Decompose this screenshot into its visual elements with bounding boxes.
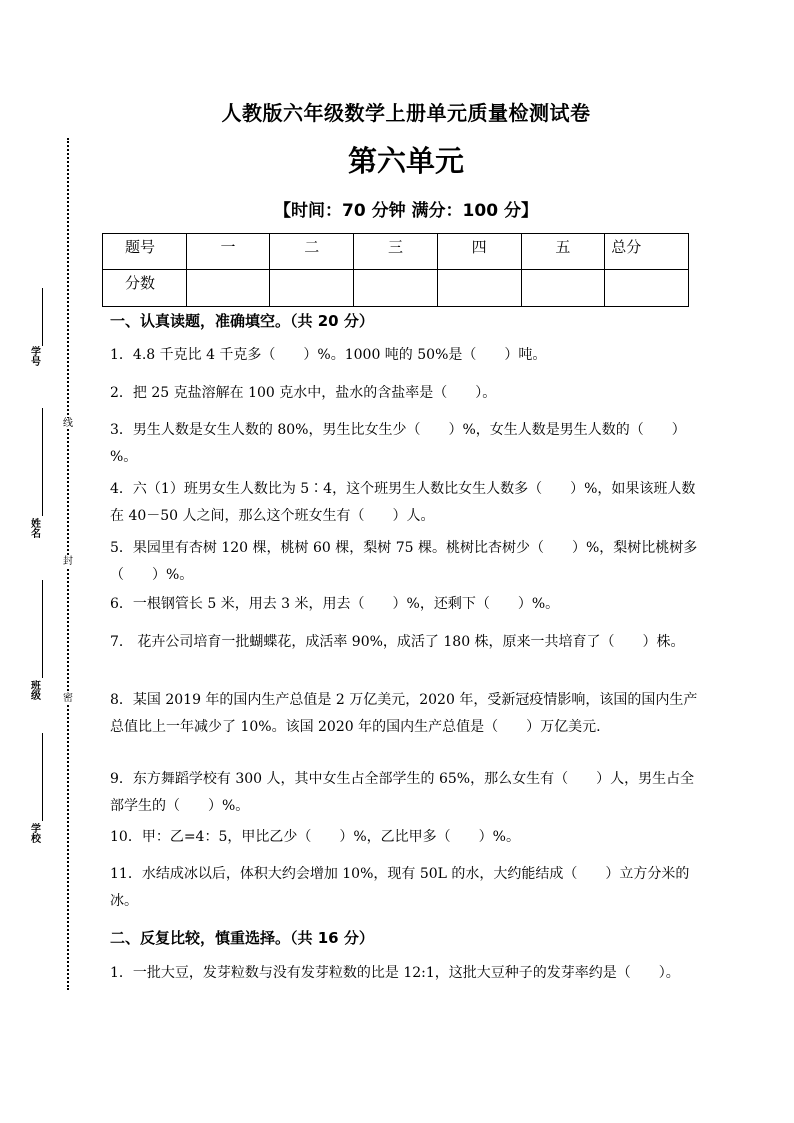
binding-marker-line: 线 bbox=[63, 418, 73, 429]
score-table-header: 题号 bbox=[103, 234, 187, 270]
score-table-header: 四 bbox=[437, 234, 521, 270]
school-line bbox=[42, 733, 43, 821]
question-1-1: 1．4.8 千克比 4 千克多（ ）%。1000 吨的 50%是（ ）吨。 bbox=[110, 347, 547, 363]
score-row-label: 分数 bbox=[103, 270, 187, 307]
question-1-3: 3．男生人数是女生人数的 80%，男生比女生少（ ）%，女生人数是男生人数的（ ）%。 bbox=[110, 422, 686, 465]
score-table-header-row bbox=[103, 234, 689, 270]
class-line bbox=[42, 580, 43, 678]
exam-subtitle: 人教版六年级数学上册单元质量检测试卷 bbox=[221, 101, 591, 125]
question-1-8: 8．某国 2019 年的国内生产总值是 2 万亿美元，2020 年，受新冠疫情影响，该国的国内生产总值比上一年减少了 10%。该国 2020 年的国内生产总值是（ ）万亿美元. bbox=[110, 692, 698, 735]
question-1-9: 9．东方舞蹈学校有 300 人，其中女生占全部学生的 65%，那么女生有（ ）人，男生占全部学生的（ ）%。 bbox=[110, 771, 695, 814]
name-line bbox=[42, 408, 43, 516]
score-cell[interactable] bbox=[437, 270, 521, 307]
score-table-header: 二 bbox=[270, 234, 354, 270]
score-cell[interactable] bbox=[605, 270, 689, 307]
binding-marker-seal: 封 bbox=[63, 556, 73, 567]
question-1-2: 2．把 25 克盐溶解在 100 克水中，盐水的含盐率是（ ）。 bbox=[110, 385, 497, 401]
score-table-header: 一 bbox=[186, 234, 270, 270]
score-cell[interactable] bbox=[354, 270, 438, 307]
binding-marker-secret: 密 bbox=[63, 693, 73, 704]
score-table-header: 五 bbox=[521, 234, 605, 270]
time-info: 【时间：70 分钟 满分：100 分】 bbox=[274, 201, 538, 221]
score-cell[interactable] bbox=[270, 270, 354, 307]
question-1-11: 11．水结成冰以后，体积大约会增加 10%，现有 50L 的水，大约能结成（ ）立方分米的冰。 bbox=[110, 866, 690, 909]
question-2-1: 1．一批大豆，发芽粒数与没有发芽粒数的比是 12:1，这批大豆种子的发芽率约是（ ）。 bbox=[110, 965, 680, 981]
question-1-6: 6．一根钢管长 5 米，用去 3 米，用去（ ）%，还剩下（ ）%。 bbox=[110, 596, 560, 612]
score-table bbox=[102, 233, 689, 307]
score-table-score-row bbox=[103, 270, 689, 307]
name-label: 姓名 bbox=[31, 519, 41, 540]
question-1-10: 10．甲：乙=4：5，甲比乙少（ ）%，乙比甲多（ ）%。 bbox=[110, 829, 520, 845]
unit-title: 第六单元 bbox=[347, 144, 464, 178]
student-id-label: 学号 bbox=[31, 347, 41, 368]
student-id-line bbox=[42, 288, 43, 346]
question-1-5: 5．果园里有杏树 120 棵，桃树 60 棵，梨树 75 棵。桃树比杏树少（ ）%，梨树比桃树多（ ）%。 bbox=[110, 540, 698, 583]
score-table-header: 总分 bbox=[605, 234, 689, 270]
section-1-heading: 一、认真读题，准确填空。（共 20 分） bbox=[110, 312, 374, 330]
class-label: 班级 bbox=[31, 681, 41, 702]
score-cell[interactable] bbox=[186, 270, 270, 307]
school-label: 学校 bbox=[31, 824, 41, 845]
section-2-heading: 二、反复比较，慎重选择。（共 16 分） bbox=[110, 929, 374, 947]
score-cell[interactable] bbox=[521, 270, 605, 307]
question-1-7: 7． 花卉公司培育一批蝴蝶花，成活率 90%，成活了 180 株，原来一共培育了（ ）株。 bbox=[110, 634, 685, 650]
score-table-header: 三 bbox=[354, 234, 438, 270]
question-1-4: 4．六（1）班男女生人数比为 5∶4，这个班男生人数比女生人数多（ ）%，如果该班人数在 40－50 人之间，那么这个班女生有（ ）人。 bbox=[110, 481, 696, 524]
